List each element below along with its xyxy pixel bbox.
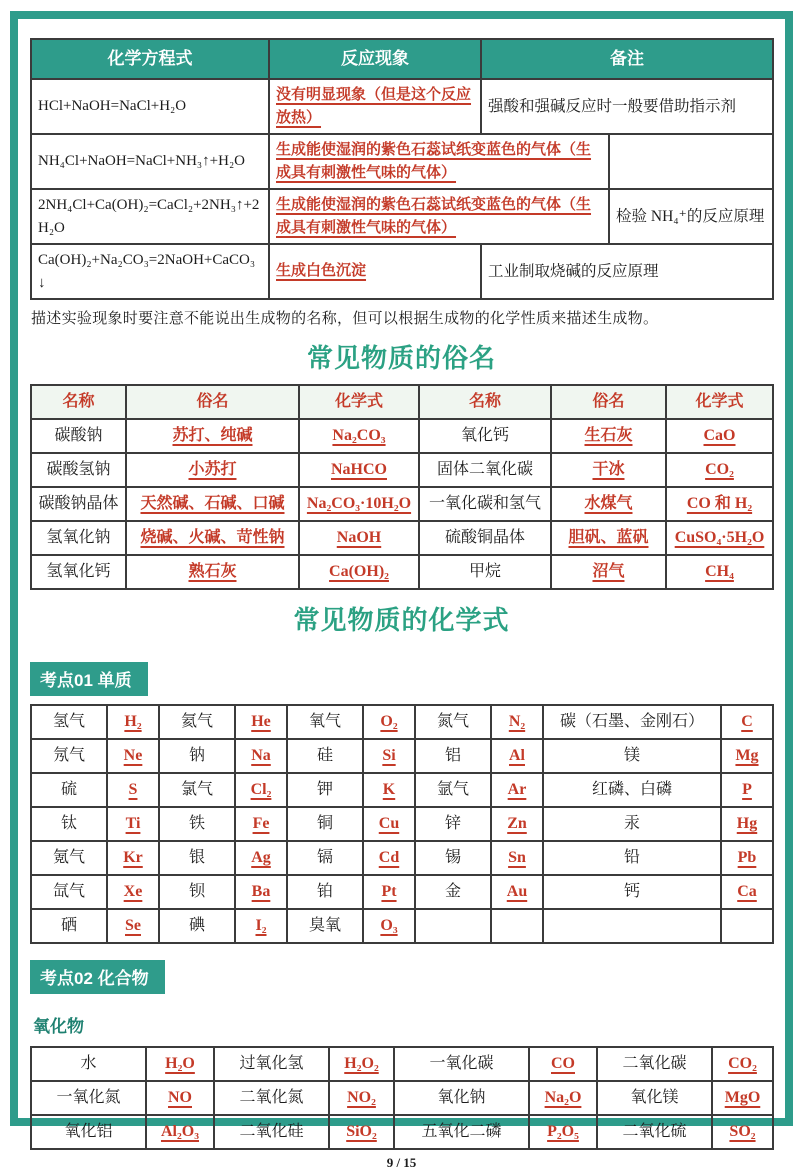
equation-cell: Ca(OH)₂+Na₂CO₃=2NaOH+CaCO₃↓ (31, 244, 269, 299)
formula-cell: Ca(OH)₂ (299, 555, 419, 589)
oxides-table (30, 1046, 774, 1150)
element-name-cell: 氧气 (287, 705, 363, 739)
element-symbol-cell: He (235, 705, 287, 739)
element-name-cell: 氢气 (31, 705, 107, 739)
substance-name-cell: 甲烷 (419, 555, 551, 589)
oxide-formula-cell: SiO₂ (329, 1115, 394, 1149)
oxide-formula-cell: SO₂ (712, 1115, 773, 1149)
alias-header-cell: 名称 (31, 385, 126, 419)
alias-table (30, 384, 774, 590)
oxide-formula-cell: Na₂O (529, 1081, 597, 1115)
element-name-cell: 钡 (159, 875, 235, 909)
oxide-name-cell: 氧化铝 (31, 1115, 146, 1149)
formula-cell: CO₂ (666, 453, 773, 487)
element-name-cell: 硒 (31, 909, 107, 943)
alias-cell: 天然碱、石碱、口碱 (126, 487, 299, 521)
element-name-cell: 臭氧 (287, 909, 363, 943)
element-name-cell: 钛 (31, 807, 107, 841)
page-frame (10, 11, 793, 1170)
experiment-note: 描述实验现象时要注意不能说出生成物的名称，但可以根据生成物的化学性质来描述生成物。 (31, 311, 659, 327)
equation-row (31, 244, 773, 299)
element-name-cell: 红磷、白磷 (543, 773, 721, 807)
oxide-formula-cell: H₂O₂ (329, 1047, 394, 1081)
oxide-formula-cell: Al₂O₃ (146, 1115, 214, 1149)
element-name-cell: 铝 (415, 739, 491, 773)
element-name-cell: 氯气 (159, 773, 235, 807)
element-symbol-cell: Ag (235, 841, 287, 875)
alias-header-cell: 名称 (419, 385, 551, 419)
element-name-cell: 锡 (415, 841, 491, 875)
element-symbol-cell: Cu (363, 807, 415, 841)
element-symbol-cell: Pt (363, 875, 415, 909)
element-name-cell (415, 909, 491, 943)
equation-row (31, 189, 773, 244)
element-row (31, 841, 773, 875)
element-name-cell (543, 909, 721, 943)
oxide-formula-cell: CO (529, 1047, 597, 1081)
phenomenon-cell: 生成能使湿润的紫色石蕊试纸变蓝色的气体（生成具有刺激性气味的气体） (269, 134, 609, 189)
element-symbol-cell: Fe (235, 807, 287, 841)
alias-header-cell: 俗名 (126, 385, 299, 419)
element-symbol-cell: Xe (107, 875, 159, 909)
equation-row (31, 134, 773, 189)
element-name-cell: 钠 (159, 739, 235, 773)
element-symbol-cell: S (107, 773, 159, 807)
element-symbol-cell: Hg (721, 807, 773, 841)
substance-name-cell: 固体二氧化碳 (419, 453, 551, 487)
element-symbol-cell: Ar (491, 773, 543, 807)
element-symbol-cell: O₃ (363, 909, 415, 943)
remark-cell: 检验 NH₄⁺的反应原理 (609, 189, 773, 244)
oxide-formula-cell: H₂O (146, 1047, 214, 1081)
substance-name-cell: 氧化钙 (419, 419, 551, 453)
oxide-formula-cell: P₂O₅ (529, 1115, 597, 1149)
element-name-cell: 碳（石墨、金刚石） (543, 705, 721, 739)
formula-cell: CH₄ (666, 555, 773, 589)
element-symbol-cell: Ne (107, 739, 159, 773)
element-name-cell: 氖气 (31, 739, 107, 773)
element-symbol-cell: Cd (363, 841, 415, 875)
substance-name-cell: 氢氧化钙 (31, 555, 126, 589)
alias-row (31, 555, 773, 589)
element-symbol-cell: O₂ (363, 705, 415, 739)
element-symbol-cell: I₂ (235, 909, 287, 943)
remark-cell (609, 134, 773, 189)
phenomenon-cell: 生成能使湿润的紫色石蕊试纸变蓝色的气体（生成具有刺激性气味的气体） (269, 189, 609, 244)
alias-row (31, 521, 773, 555)
element-symbol-cell: Sn (491, 841, 543, 875)
oxide-name-cell: 一氧化碳 (394, 1047, 529, 1081)
element-symbol-cell: Ca (721, 875, 773, 909)
element-symbol-cell: Zn (491, 807, 543, 841)
element-symbol-cell: Ti (107, 807, 159, 841)
alias-row (31, 487, 773, 521)
alias-header-cell: 俗名 (551, 385, 666, 419)
alias-header-cell: 化学式 (666, 385, 773, 419)
alias-row (31, 453, 773, 487)
element-row (31, 705, 773, 739)
oxide-name-cell: 二氧化硫 (597, 1115, 712, 1149)
remark-column-header: 备注 (481, 39, 773, 79)
formula-section-title: 常见物质的化学式 (293, 605, 510, 635)
element-name-cell: 氩气 (415, 773, 491, 807)
element-name-cell: 碘 (159, 909, 235, 943)
alias-cell: 胆矾、蓝矾 (551, 521, 666, 555)
alias-cell: 苏打、纯碱 (126, 419, 299, 453)
remark-cell: 强酸和强碱反应时一般要借助指示剂 (481, 79, 773, 134)
oxide-name-cell: 二氧化氮 (214, 1081, 329, 1115)
substance-name-cell: 一氧化碳和氢气 (419, 487, 551, 521)
oxide-formula-cell: CO₂ (712, 1047, 773, 1081)
substance-name-cell: 氢氧化钠 (31, 521, 126, 555)
oxide-name-cell: 一氧化氮 (31, 1081, 146, 1115)
equation-cell: HCl+NaOH=NaCl+H₂O (31, 79, 269, 134)
element-name-cell: 铅 (543, 841, 721, 875)
element-symbol-cell: H₂ (107, 705, 159, 739)
equation-row (31, 79, 773, 134)
remark-cell: 工业制取烧碱的反应原理 (481, 244, 773, 299)
element-name-cell: 铜 (287, 807, 363, 841)
element-symbol-cell: P (721, 773, 773, 807)
alias-cell: 生石灰 (551, 419, 666, 453)
element-row (31, 807, 773, 841)
alias-table-header-row (31, 385, 773, 419)
element-symbol-cell: Se (107, 909, 159, 943)
element-row (31, 875, 773, 909)
element-symbol-cell: K (363, 773, 415, 807)
formula-cell: Na₂CO₃·10H₂O (299, 487, 419, 521)
element-name-cell: 钙 (543, 875, 721, 909)
formula-cell: NaHCO (299, 453, 419, 487)
element-symbol-cell: Al (491, 739, 543, 773)
oxide-name-cell: 二氧化硅 (214, 1115, 329, 1149)
elements-table (30, 704, 774, 944)
element-name-cell: 汞 (543, 807, 721, 841)
element-symbol-cell: Pb (721, 841, 773, 875)
element-name-cell: 氙气 (31, 875, 107, 909)
element-row (31, 773, 773, 807)
formula-cell: NaOH (299, 521, 419, 555)
element-symbol-cell: N₂ (491, 705, 543, 739)
alias-cell: 干冰 (551, 453, 666, 487)
oxide-row (31, 1047, 773, 1081)
element-name-cell: 铁 (159, 807, 235, 841)
element-symbol-cell (491, 909, 543, 943)
element-name-cell: 氦气 (159, 705, 235, 739)
equation-cell: 2NH₄Cl+Ca(OH)₂=CaCl₂+2NH₃↑+2H₂O (31, 189, 269, 244)
element-symbol-cell: Mg (721, 739, 773, 773)
element-symbol-cell: Ba (235, 875, 287, 909)
oxide-name-cell: 氧化钠 (394, 1081, 529, 1115)
equation-column-header: 化学方程式 (31, 39, 269, 79)
substance-name-cell: 碳酸氢钠 (31, 453, 126, 487)
equation-cell: NH₄Cl+NaOH=NaCl+NH₃↑+H₂O (31, 134, 269, 189)
page-number: 9 / 15 (386, 1155, 417, 1170)
phenomenon-cell: 生成白色沉淀 (269, 244, 481, 299)
oxide-formula-cell: NO₂ (329, 1081, 394, 1115)
element-name-cell: 镁 (543, 739, 721, 773)
element-name-cell: 氪气 (31, 841, 107, 875)
oxide-subheading: 氧化物 (33, 1017, 84, 1036)
alias-section-title: 常见物质的俗名 (306, 343, 496, 373)
element-symbol-cell: Cl₂ (235, 773, 287, 807)
formula-cell: CuSO₄·5H₂O (666, 521, 773, 555)
substance-name-cell: 碳酸钠晶体 (31, 487, 126, 521)
element-name-cell: 金 (415, 875, 491, 909)
element-name-cell: 氮气 (415, 705, 491, 739)
alias-header-cell: 化学式 (299, 385, 419, 419)
element-symbol-cell: Si (363, 739, 415, 773)
element-symbol-cell: Kr (107, 841, 159, 875)
oxide-name-cell: 五氧化二磷 (394, 1115, 529, 1149)
oxide-formula-cell: NO (146, 1081, 214, 1115)
oxide-formula-cell: MgO (712, 1081, 773, 1115)
alias-cell: 沼气 (551, 555, 666, 589)
element-symbol-cell: Au (491, 875, 543, 909)
oxide-name-cell: 过氧化氢 (214, 1047, 329, 1081)
oxide-row (31, 1115, 773, 1149)
alias-cell: 水煤气 (551, 487, 666, 521)
formula-cell: CaO (666, 419, 773, 453)
formula-cell: CO 和 H₂ (666, 487, 773, 521)
element-name-cell: 镉 (287, 841, 363, 875)
alias-cell: 熟石灰 (126, 555, 299, 589)
equation-table-header-row (31, 39, 773, 79)
element-name-cell: 锌 (415, 807, 491, 841)
element-name-cell: 钾 (287, 773, 363, 807)
substance-name-cell: 硫酸铜晶体 (419, 521, 551, 555)
alias-cell: 小苏打 (126, 453, 299, 487)
equation-table (30, 38, 774, 300)
oxide-row (31, 1081, 773, 1115)
oxide-name-cell: 水 (31, 1047, 146, 1081)
element-symbol-cell (721, 909, 773, 943)
element-name-cell: 硅 (287, 739, 363, 773)
topic-badge-compounds: 考点02 化合物 (30, 960, 165, 994)
element-name-cell: 铂 (287, 875, 363, 909)
substance-name-cell: 碳酸钠 (31, 419, 126, 453)
element-name-cell: 银 (159, 841, 235, 875)
element-symbol-cell: C (721, 705, 773, 739)
element-row (31, 909, 773, 943)
alias-row (31, 419, 773, 453)
element-name-cell: 硫 (31, 773, 107, 807)
element-symbol-cell: Na (235, 739, 287, 773)
formula-cell: Na₂CO₃ (299, 419, 419, 453)
oxide-name-cell: 氧化镁 (597, 1081, 712, 1115)
topic-badge-elements: 考点01 单质 (30, 662, 148, 696)
phenomenon-column-header: 反应现象 (269, 39, 481, 79)
alias-cell: 烧碱、火碱、苛性钠 (126, 521, 299, 555)
phenomenon-cell: 没有明显现象（但是这个反应放热） (269, 79, 481, 134)
element-row (31, 739, 773, 773)
oxide-name-cell: 二氧化碳 (597, 1047, 712, 1081)
